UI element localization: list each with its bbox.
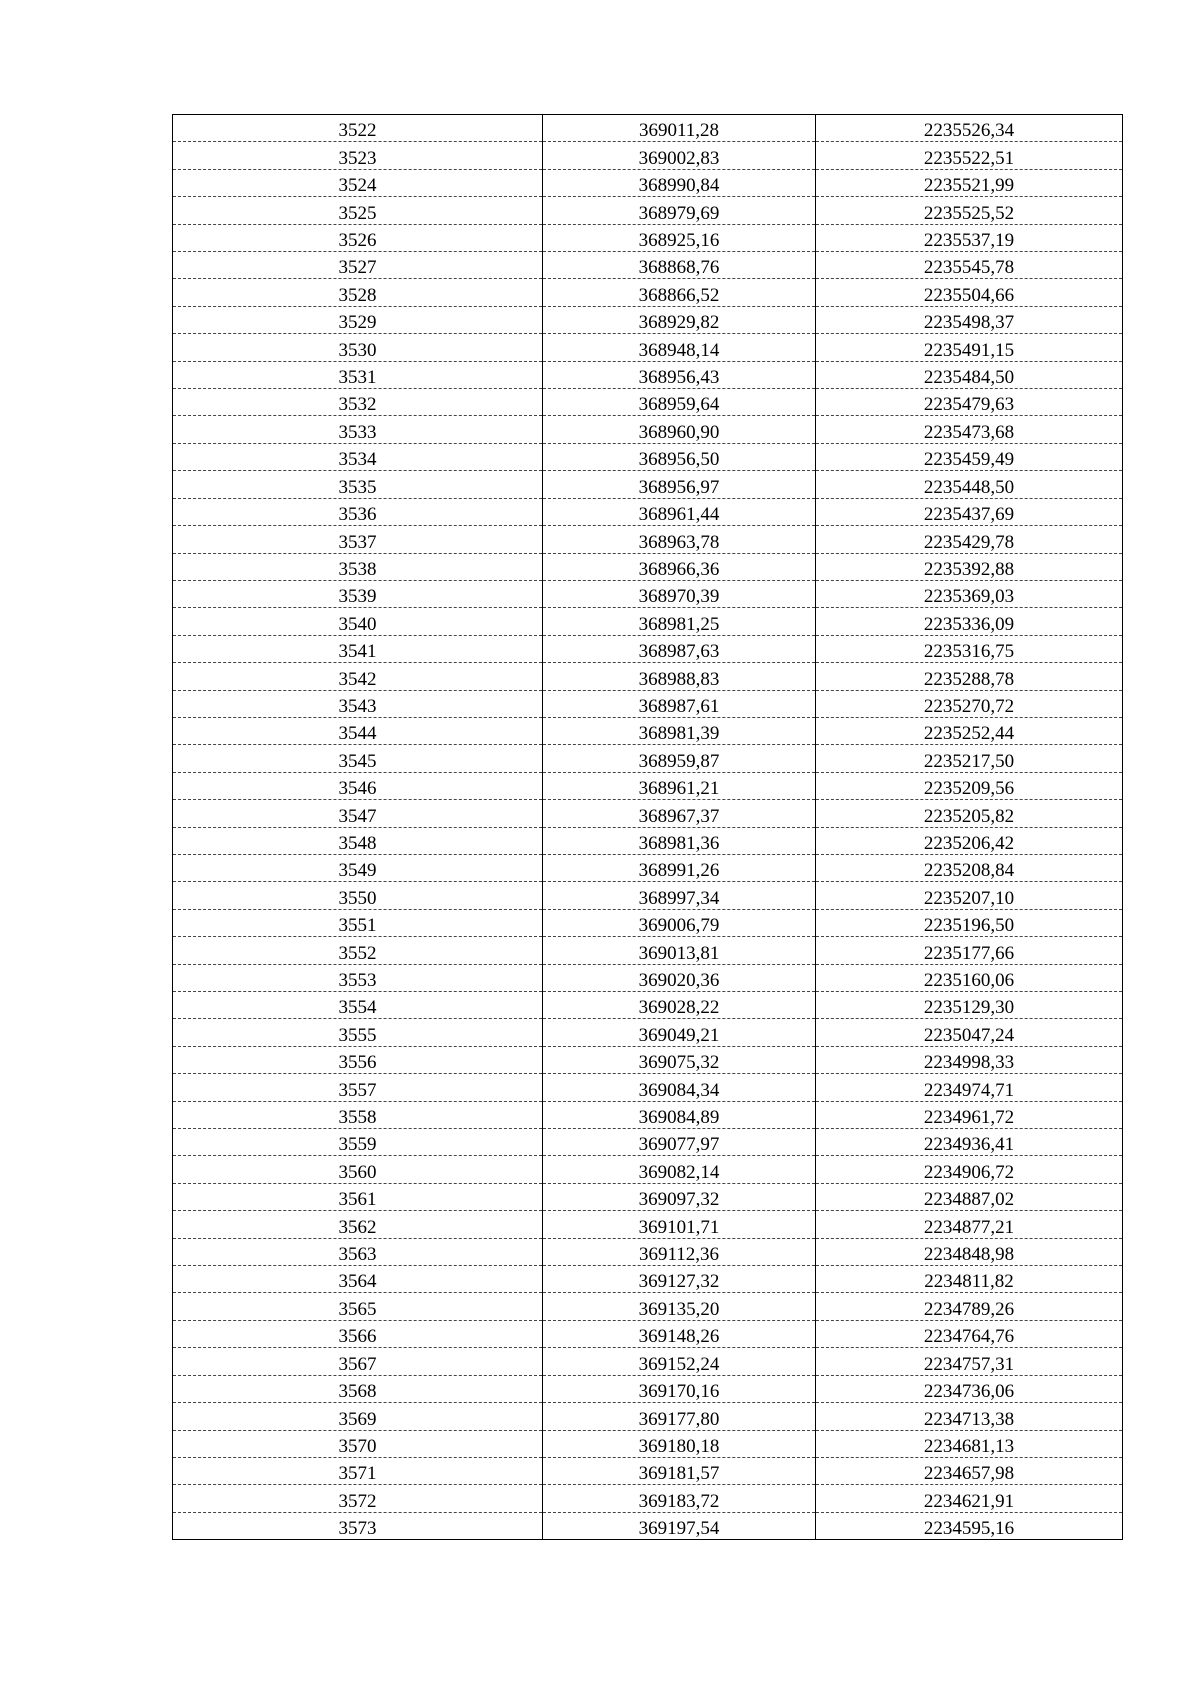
table-row [173,1238,1123,1265]
table-row [173,1457,1123,1484]
point-number-cell: 3573 [173,1512,543,1539]
point-number-cell: 3533 [173,416,543,443]
y-coordinate-cell: 2235473,68 [816,416,1123,443]
point-number-cell: 3534 [173,443,543,470]
y-coordinate-cell: 2235448,50 [816,471,1123,498]
x-coordinate-cell: 369177,80 [543,1403,816,1430]
table-row [173,608,1123,635]
table-row [173,717,1123,744]
table-row [173,882,1123,909]
table-row [173,1375,1123,1402]
x-coordinate-cell: 368991,26 [543,854,816,881]
x-coordinate-cell: 368967,37 [543,800,816,827]
table-row [173,224,1123,251]
y-coordinate-cell: 2235129,30 [816,992,1123,1019]
x-coordinate-cell: 369170,16 [543,1375,816,1402]
table-row [173,443,1123,470]
point-number-cell: 3560 [173,1156,543,1183]
x-coordinate-cell: 368961,44 [543,498,816,525]
y-coordinate-cell: 2235205,82 [816,800,1123,827]
point-number-cell: 3543 [173,690,543,717]
y-coordinate-cell: 2235206,42 [816,827,1123,854]
x-coordinate-cell: 368988,83 [543,663,816,690]
y-coordinate-cell: 2235270,72 [816,690,1123,717]
x-coordinate-cell: 369135,20 [543,1293,816,1320]
x-coordinate-cell: 368963,78 [543,526,816,553]
point-number-cell: 3553 [173,964,543,991]
point-number-cell: 3565 [173,1293,543,1320]
table-row [173,1211,1123,1238]
y-coordinate-cell: 2235177,66 [816,937,1123,964]
y-coordinate-cell: 2234877,21 [816,1211,1123,1238]
x-coordinate-cell: 368997,34 [543,882,816,909]
point-number-cell: 3528 [173,279,543,306]
y-coordinate-cell: 2234961,72 [816,1101,1123,1128]
point-number-cell: 3548 [173,827,543,854]
point-number-cell: 3564 [173,1266,543,1293]
y-coordinate-cell: 2234906,72 [816,1156,1123,1183]
x-coordinate-cell: 368961,21 [543,772,816,799]
y-coordinate-cell: 2235459,49 [816,443,1123,470]
x-coordinate-cell: 368868,76 [543,252,816,279]
y-coordinate-cell: 2235504,66 [816,279,1123,306]
table-row [173,745,1123,772]
y-coordinate-cell: 2235537,19 [816,224,1123,251]
point-number-cell: 3561 [173,1183,543,1210]
table-row [173,361,1123,388]
point-number-cell: 3567 [173,1348,543,1375]
y-coordinate-cell: 2235160,06 [816,964,1123,991]
point-number-cell: 3541 [173,635,543,662]
x-coordinate-cell: 369127,32 [543,1266,816,1293]
table-row [173,854,1123,881]
table-row [173,334,1123,361]
table-row [173,663,1123,690]
x-coordinate-cell: 369011,28 [543,115,816,142]
x-coordinate-cell: 369180,18 [543,1430,816,1457]
y-coordinate-cell: 2235336,09 [816,608,1123,635]
y-coordinate-cell: 2234657,98 [816,1457,1123,1484]
point-number-cell: 3545 [173,745,543,772]
x-coordinate-cell: 368948,14 [543,334,816,361]
table-row [173,1266,1123,1293]
x-coordinate-cell: 369097,32 [543,1183,816,1210]
table-row [173,416,1123,443]
y-coordinate-cell: 2235207,10 [816,882,1123,909]
x-coordinate-cell: 368956,43 [543,361,816,388]
table-row [173,1512,1123,1539]
y-coordinate-cell: 2234764,76 [816,1320,1123,1347]
y-coordinate-cell: 2235526,34 [816,115,1123,142]
x-coordinate-cell: 368981,39 [543,717,816,744]
table-row [173,580,1123,607]
point-number-cell: 3546 [173,772,543,799]
y-coordinate-cell: 2235288,78 [816,663,1123,690]
coordinates-table-body [173,115,1123,1540]
table-row [173,1019,1123,1046]
x-coordinate-cell: 368970,39 [543,580,816,607]
x-coordinate-cell: 369082,14 [543,1156,816,1183]
table-row [173,1074,1123,1101]
table-row [173,1430,1123,1457]
x-coordinate-cell: 369181,57 [543,1457,816,1484]
point-number-cell: 3556 [173,1046,543,1073]
y-coordinate-cell: 2235316,75 [816,635,1123,662]
y-coordinate-cell: 2235484,50 [816,361,1123,388]
point-number-cell: 3547 [173,800,543,827]
x-coordinate-cell: 368981,36 [543,827,816,854]
point-number-cell: 3522 [173,115,543,142]
y-coordinate-cell: 2234998,33 [816,1046,1123,1073]
x-coordinate-cell: 369075,32 [543,1046,816,1073]
table-row [173,992,1123,1019]
x-coordinate-cell: 369084,34 [543,1074,816,1101]
table-row [173,252,1123,279]
x-coordinate-cell: 369013,81 [543,937,816,964]
x-coordinate-cell: 369006,79 [543,909,816,936]
x-coordinate-cell: 368956,97 [543,471,816,498]
y-coordinate-cell: 2234757,31 [816,1348,1123,1375]
point-number-cell: 3571 [173,1457,543,1484]
x-coordinate-cell: 369101,71 [543,1211,816,1238]
y-coordinate-cell: 2235479,63 [816,389,1123,416]
point-number-cell: 3549 [173,854,543,881]
x-coordinate-cell: 368966,36 [543,553,816,580]
point-number-cell: 3568 [173,1375,543,1402]
point-number-cell: 3559 [173,1129,543,1156]
table-row [173,1101,1123,1128]
point-number-cell: 3537 [173,526,543,553]
point-number-cell: 3555 [173,1019,543,1046]
y-coordinate-cell: 2235217,50 [816,745,1123,772]
table-row [173,197,1123,224]
table-row [173,1403,1123,1430]
y-coordinate-cell: 2234811,82 [816,1266,1123,1293]
y-coordinate-cell: 2235521,99 [816,169,1123,196]
point-number-cell: 3570 [173,1430,543,1457]
x-coordinate-cell: 369084,89 [543,1101,816,1128]
y-coordinate-cell: 2235369,03 [816,580,1123,607]
y-coordinate-cell: 2235209,56 [816,772,1123,799]
y-coordinate-cell: 2234595,16 [816,1512,1123,1539]
table-row [173,115,1123,142]
y-coordinate-cell: 2235196,50 [816,909,1123,936]
point-number-cell: 3531 [173,361,543,388]
table-row [173,937,1123,964]
y-coordinate-cell: 2234789,26 [816,1293,1123,1320]
table-row [173,1348,1123,1375]
table-row [173,1046,1123,1073]
x-coordinate-cell: 368929,82 [543,306,816,333]
table-row [173,471,1123,498]
y-coordinate-cell: 2235047,24 [816,1019,1123,1046]
y-coordinate-cell: 2235525,52 [816,197,1123,224]
table-row [173,306,1123,333]
table-row [173,909,1123,936]
point-number-cell: 3523 [173,142,543,169]
x-coordinate-cell: 368956,50 [543,443,816,470]
x-coordinate-cell: 369148,26 [543,1320,816,1347]
point-number-cell: 3557 [173,1074,543,1101]
y-coordinate-cell: 2234936,41 [816,1129,1123,1156]
table-row [173,498,1123,525]
y-coordinate-cell: 2235522,51 [816,142,1123,169]
table-row [173,142,1123,169]
table-row [173,553,1123,580]
point-number-cell: 3569 [173,1403,543,1430]
x-coordinate-cell: 369183,72 [543,1485,816,1512]
y-coordinate-cell: 2234974,71 [816,1074,1123,1101]
point-number-cell: 3536 [173,498,543,525]
point-number-cell: 3542 [173,663,543,690]
x-coordinate-cell: 368866,52 [543,279,816,306]
x-coordinate-cell: 369028,22 [543,992,816,1019]
point-number-cell: 3532 [173,389,543,416]
table-row [173,772,1123,799]
y-coordinate-cell: 2235208,84 [816,854,1123,881]
x-coordinate-cell: 368925,16 [543,224,816,251]
coordinates-table [172,114,1123,1540]
y-coordinate-cell: 2234713,38 [816,1403,1123,1430]
x-coordinate-cell: 369112,36 [543,1238,816,1265]
x-coordinate-cell: 368979,69 [543,197,816,224]
table-row [173,1485,1123,1512]
y-coordinate-cell: 2235498,37 [816,306,1123,333]
table-row [173,279,1123,306]
x-coordinate-cell: 369197,54 [543,1512,816,1539]
y-coordinate-cell: 2234887,02 [816,1183,1123,1210]
y-coordinate-cell: 2234848,98 [816,1238,1123,1265]
point-number-cell: 3525 [173,197,543,224]
point-number-cell: 3540 [173,608,543,635]
table-row [173,800,1123,827]
point-number-cell: 3566 [173,1320,543,1347]
point-number-cell: 3554 [173,992,543,1019]
table-row [173,690,1123,717]
y-coordinate-cell: 2235392,88 [816,553,1123,580]
x-coordinate-cell: 368959,64 [543,389,816,416]
point-number-cell: 3551 [173,909,543,936]
x-coordinate-cell: 369049,21 [543,1019,816,1046]
point-number-cell: 3552 [173,937,543,964]
y-coordinate-cell: 2234681,13 [816,1430,1123,1457]
point-number-cell: 3558 [173,1101,543,1128]
point-number-cell: 3526 [173,224,543,251]
point-number-cell: 3527 [173,252,543,279]
x-coordinate-cell: 368960,90 [543,416,816,443]
point-number-cell: 3529 [173,306,543,333]
point-number-cell: 3530 [173,334,543,361]
y-coordinate-cell: 2235437,69 [816,498,1123,525]
x-coordinate-cell: 369152,24 [543,1348,816,1375]
point-number-cell: 3535 [173,471,543,498]
x-coordinate-cell: 369002,83 [543,142,816,169]
x-coordinate-cell: 368981,25 [543,608,816,635]
x-coordinate-cell: 368987,63 [543,635,816,662]
y-coordinate-cell: 2235491,15 [816,334,1123,361]
x-coordinate-cell: 368990,84 [543,169,816,196]
table-row [173,169,1123,196]
table-row [173,1156,1123,1183]
point-number-cell: 3544 [173,717,543,744]
point-number-cell: 3562 [173,1211,543,1238]
x-coordinate-cell: 368959,87 [543,745,816,772]
y-coordinate-cell: 2235252,44 [816,717,1123,744]
point-number-cell: 3538 [173,553,543,580]
x-coordinate-cell: 368987,61 [543,690,816,717]
point-number-cell: 3539 [173,580,543,607]
table-row [173,635,1123,662]
table-row [173,1183,1123,1210]
table-row [173,526,1123,553]
table-row [173,1320,1123,1347]
table-row [173,827,1123,854]
table-row [173,1293,1123,1320]
point-number-cell: 3524 [173,169,543,196]
y-coordinate-cell: 2234621,91 [816,1485,1123,1512]
y-coordinate-cell: 2235429,78 [816,526,1123,553]
y-coordinate-cell: 2234736,06 [816,1375,1123,1402]
point-number-cell: 3572 [173,1485,543,1512]
point-number-cell: 3563 [173,1238,543,1265]
point-number-cell: 3550 [173,882,543,909]
y-coordinate-cell: 2235545,78 [816,252,1123,279]
x-coordinate-cell: 369020,36 [543,964,816,991]
table-row [173,1129,1123,1156]
table-row [173,964,1123,991]
x-coordinate-cell: 369077,97 [543,1129,816,1156]
table-row [173,389,1123,416]
